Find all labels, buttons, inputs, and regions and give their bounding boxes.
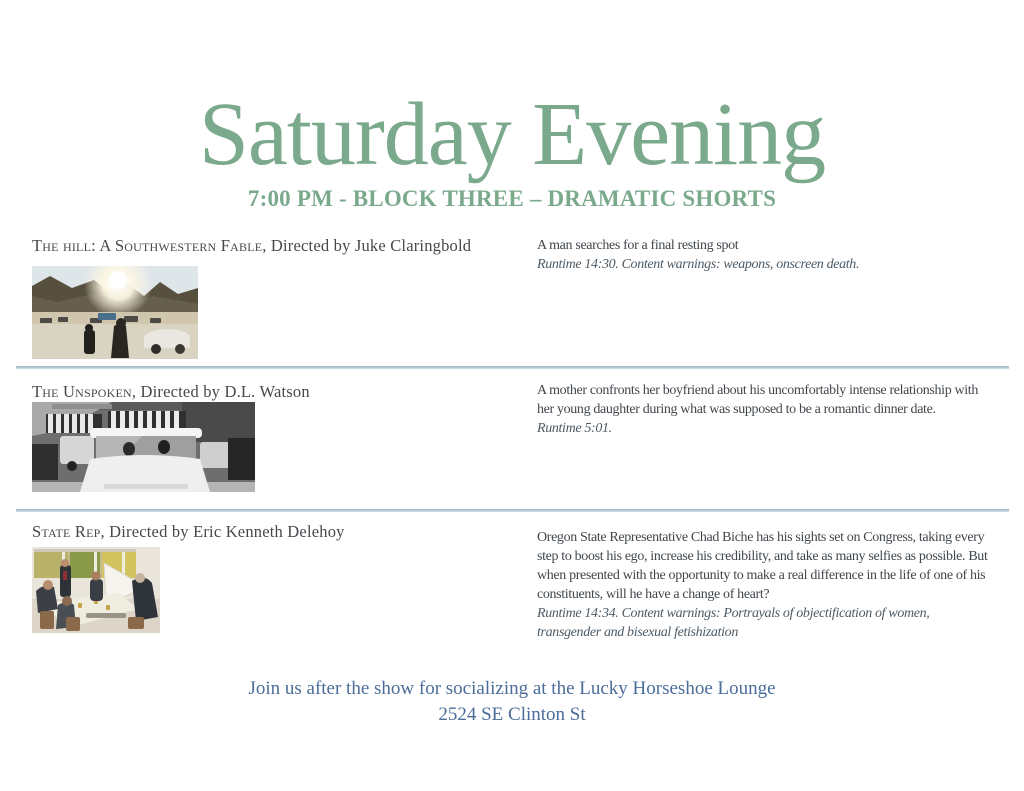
section-divider-2 — [16, 509, 1009, 512]
film-1-title-line — [32, 236, 471, 256]
afterparty-line1: Join us after the show for socializing at the Lucky Horseshoe Lounge — [248, 678, 776, 699]
film-3-description-block — [537, 528, 995, 642]
film-3-description: Oregon State Representative Chad Biche has his sights set on Congress, taking every step to boost his ego, increase his credibility, and take as many selfies as possible. But when presented with the opportunity to make a real difference in the life of one of his constituents, will he have a change of heart? — [537, 530, 988, 602]
film-3-credit: , Directed by Eric Kenneth Delehoy — [100, 522, 345, 541]
film-3-runtime: Runtime 14:34. Content warnings: Portrayals of objectification of women, transgender and bisexual fetishization — [537, 606, 930, 640]
film-2-name: The Unspoken — [32, 382, 132, 401]
film-2-title-line — [32, 382, 310, 402]
film-1-description: A man searches for a final resting spot — [537, 238, 739, 253]
film-2-credit: , Directed by D.L. Watson — [131, 382, 310, 401]
film-still-conference-room — [32, 547, 160, 633]
film-3-name: State Rep — [32, 522, 101, 541]
section-divider-1 — [16, 366, 1009, 369]
film-2-thumbnail — [32, 402, 255, 492]
film-1-runtime: Runtime 14:30. Content warnings: weapons, onscreen death. — [537, 257, 860, 272]
film-2-description: A mother confronts her boyfriend about his uncomfortably intense relationship with her young daughter during what was supposed to be a romantic dinner date. — [537, 383, 978, 417]
afterparty-note — [0, 676, 1024, 728]
film-1-thumbnail — [32, 266, 198, 359]
film-still-couple-in-car — [32, 402, 255, 492]
block-subtitle: 7:00 PM - BLOCK THREE – DRAMATIC SHORTS — [247, 186, 777, 211]
film-2-description-block — [537, 381, 995, 438]
film-1-description-block — [537, 236, 995, 274]
film-3-title-line — [32, 522, 345, 542]
film-1-name: The hill: A Southwestern Fable — [32, 236, 263, 255]
page-title: Saturday Evening — [198, 85, 826, 184]
film-1-credit: , Directed by Juke Claringbold — [262, 236, 472, 255]
film-3-thumbnail — [32, 547, 160, 633]
afterparty-address: 2524 SE Clinton St — [438, 704, 586, 725]
film-2-runtime: Runtime 5:01. — [537, 421, 612, 436]
film-still-desert-parking-lot — [32, 266, 198, 359]
